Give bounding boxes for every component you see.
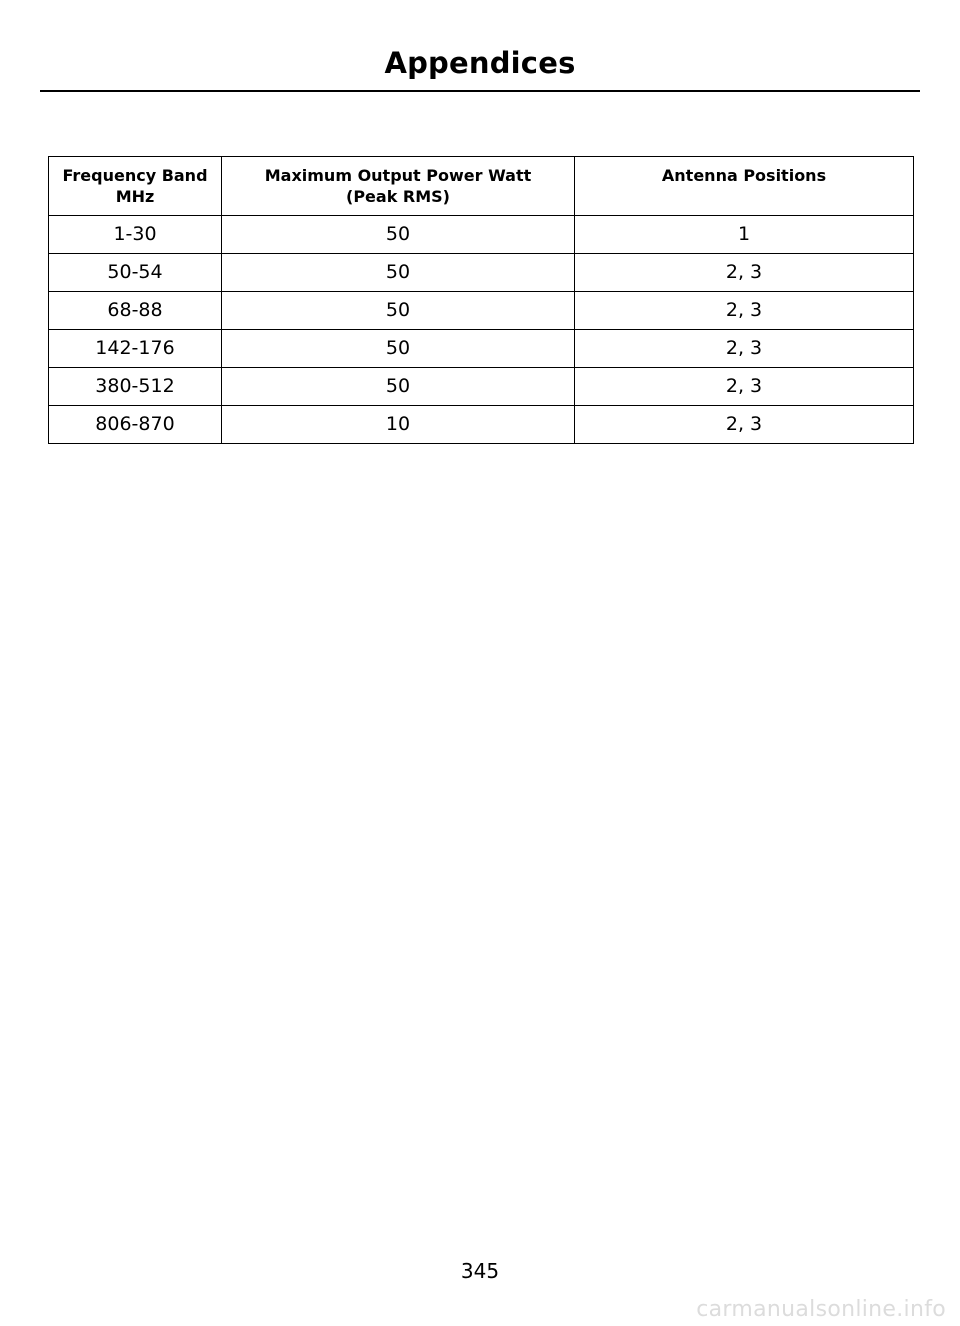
table-row bbox=[49, 406, 914, 444]
table-cell: 2, 3 bbox=[575, 330, 914, 368]
table-cell: 1 bbox=[575, 216, 914, 254]
table-cell: 50 bbox=[222, 216, 575, 254]
page-title: Appendices bbox=[384, 46, 576, 80]
table-cell: 380-512 bbox=[49, 368, 222, 406]
table-cell: 2, 3 bbox=[575, 368, 914, 406]
watermark: carmanualsonline.info bbox=[696, 1297, 946, 1322]
page-number: 345 bbox=[460, 1259, 500, 1283]
table-row bbox=[49, 330, 914, 368]
table-cell: 2, 3 bbox=[575, 254, 914, 292]
table-cell: 50-54 bbox=[49, 254, 222, 292]
table-cell: 50 bbox=[222, 254, 575, 292]
table-cell: 50 bbox=[222, 330, 575, 368]
table-row bbox=[49, 292, 914, 330]
table-cell: 2, 3 bbox=[575, 292, 914, 330]
table-cell: 1-30 bbox=[49, 216, 222, 254]
section-header bbox=[40, 40, 920, 92]
column-header-antenna-positions: Antenna Positions bbox=[575, 157, 914, 216]
frequency-power-table bbox=[48, 156, 914, 444]
table-header-row bbox=[49, 157, 914, 216]
table-cell: 2, 3 bbox=[575, 406, 914, 444]
table-row bbox=[49, 254, 914, 292]
table-cell: 142-176 bbox=[49, 330, 222, 368]
table-row bbox=[49, 216, 914, 254]
table-cell: 68-88 bbox=[49, 292, 222, 330]
table-row bbox=[49, 368, 914, 406]
table-cell: 806-870 bbox=[49, 406, 222, 444]
table-cell: 10 bbox=[222, 406, 575, 444]
column-header-frequency-band: Frequency Band MHz bbox=[49, 157, 222, 216]
column-header-max-output-power: Maximum Output Power Watt (Peak RMS) bbox=[222, 157, 575, 216]
table-cell: 50 bbox=[222, 368, 575, 406]
table-cell: 50 bbox=[222, 292, 575, 330]
